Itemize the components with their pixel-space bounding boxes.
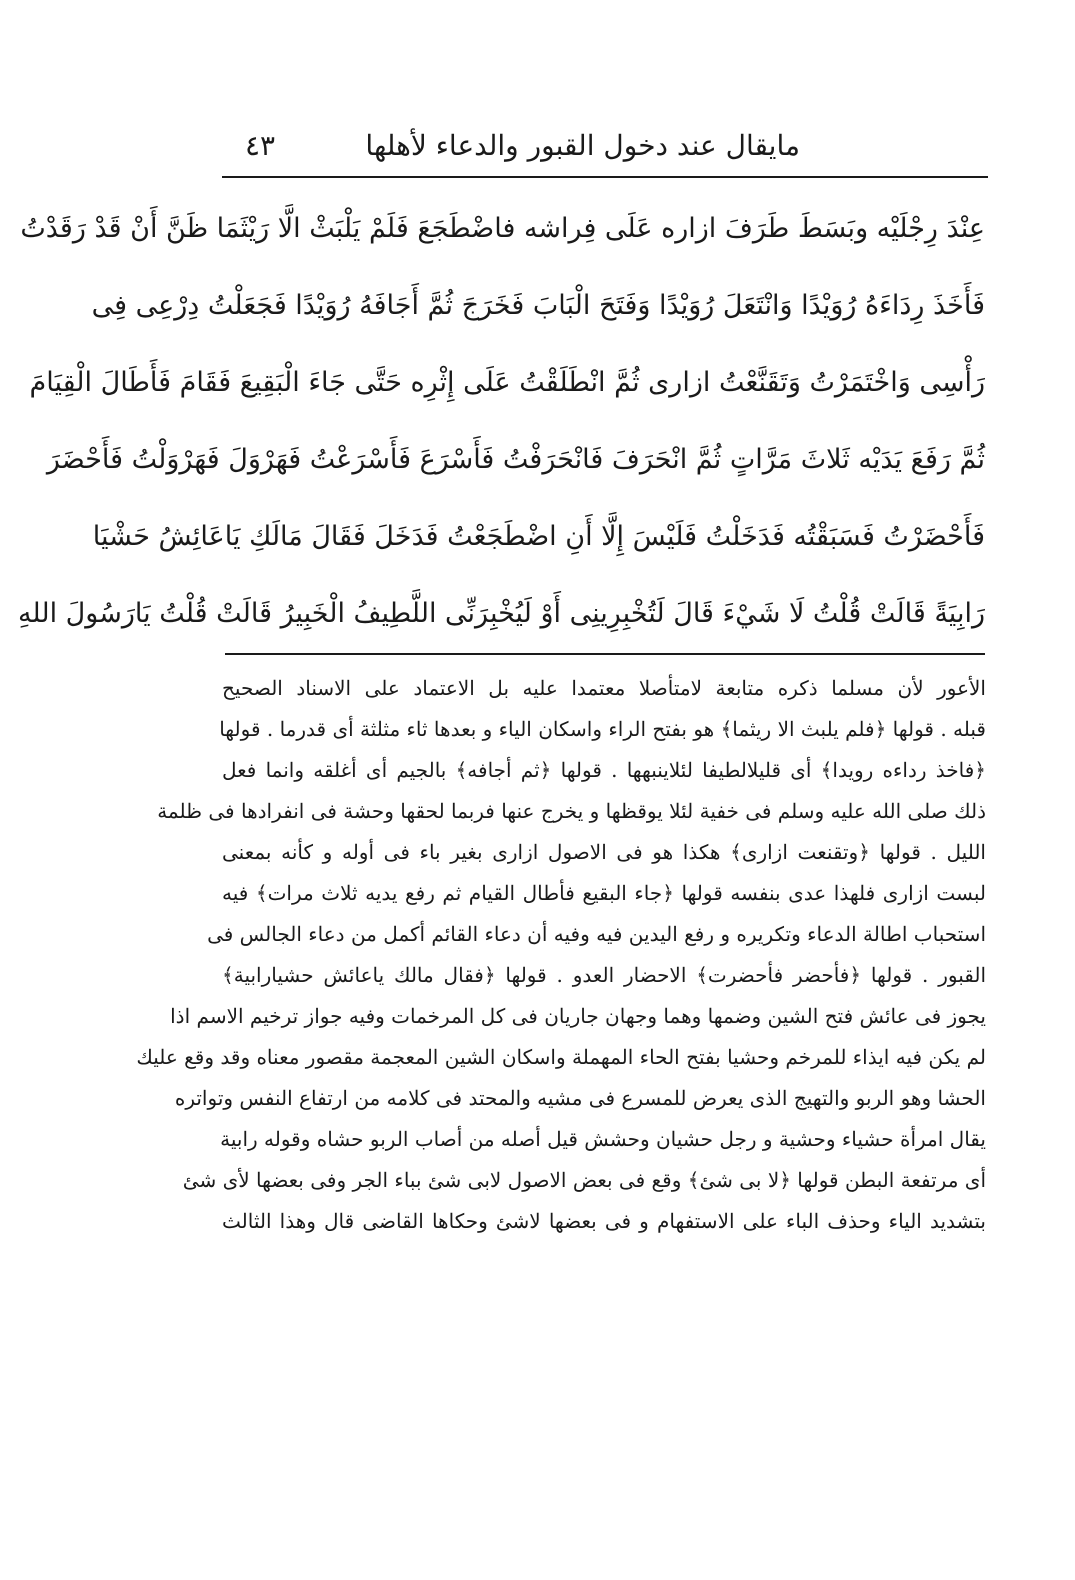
commentary-line: قبله . قولها ﴿فلم يلبث الا ريثما﴾ هو بفتح الراء واسكان الياء و بعدها ثاء مثلثة أى قدرما . قولها — [219, 717, 986, 741]
hadith-line: ثُمَّ رَفَعَ يَدَيْه ثَلاثَ مَرَّاتٍ ثُمَّ انْحَرَفَ فَانْحَرَفْتُ فَأَسْرَعَ فَأَسْرَعْتُ فَهَرْوَلَ فَهَرْوَلْتُ فَأَحْضَرَ — [46, 444, 985, 475]
header-rule — [222, 176, 988, 178]
page-header — [225, 120, 985, 170]
hadith-text — [17, 190, 985, 652]
hadith-line: رَابِيَةً قَالَتْ قُلْتُ لَا شَيْءَ قَالَ لَتُخْبِرِينِى أَوْ لَيُخْبِرَنِّى اللَّطِيفُ الْخَبِيرُ قَالَتْ قُلْتُ يَارَسُولَ اللهِ — [17, 598, 985, 629]
page-number: ٤٣ — [245, 129, 276, 162]
hadith-line: عِنْدَ رِجْلَيْه وبَسَطَ طَرَفَ ازاره عَلَى فِراشه فاضْطَجَعَ فَلَمْ يَلْبَثْ الَّا رَيْثَمَا ظَنَّ أَنْ قَدْ رَقَدْتُ — [20, 213, 985, 244]
commentary-line: بتشديد الياء وحذف الباء على الاستفهام و فى بعضها لاشئ وحكاها القاضى قال وهذا الثالث — [222, 1209, 986, 1233]
commentary-line: الحشا وهو الربو والتهيج الذى يعرض للمسرع فى مشيه والمحتد فى كلامه من ارتفاع النفس وتواتره — [174, 1086, 986, 1110]
hadith-line: فَأَخَذَ رِدَاءَهُ رُوَيْدًا وَانْتَعَلَ رُوَيْدًا وَفَتَحَ الْبَابَ فَخَرَجَ ثُمَّ أَجَافَهُ رُوَيْدًا فَجَعَلْتُ دِرْعِى فِى — [91, 290, 985, 321]
separator-rule — [225, 653, 985, 655]
commentary-text — [136, 668, 986, 1242]
hadith-line: رَأْسِى وَاخْتَمَرْتُ وَتَقَنَّعْتُ ازارى ثُمَّ انْطَلَقْتُ عَلَى إِثْرِه حَتَّى جَاءَ الْبَقِيعَ فَقَامَ فَأَطَالَ الْقِيَامَ — [29, 367, 985, 398]
running-title: مايقال عند دخول القبور والدعاء لأهلها — [365, 129, 800, 162]
commentary-line: الليل . قولها ﴿وتقنعت ازارى﴾ هكذا هو فى الاصول ازارى بغير باء فى أوله و كأنه بمعنى — [222, 840, 986, 864]
commentary-line: استحباب اطالة الدعاء وتكريره و رفع اليدين فيه وفيه أن دعاء القائم أكمل من دعاء الجالس فى — [207, 922, 986, 946]
commentary-line: ذلك صلى الله عليه وسلم فى خفية لئلا يوقظها و يخرج عنها فربما لحقها وحشة فى انفرادها فى ظلمة — [157, 799, 986, 823]
hadith-line: فَأَحْضَرْتُ فَسَبَقْتُه فَدَخَلْتُ فَلَيْسَ إِلَّا أَنِ اضْطَجَعْتُ فَدَخَلَ فَقَالَ مَالَكِ يَاعَائِشُ حَشْيَا — [92, 521, 985, 552]
commentary-line: لبست ازارى فلهذا عدى بنفسه قولها ﴿جاء البقيع فأطال القيام ثم رفع يديه ثلاث مرات﴾ فيه — [222, 881, 986, 905]
commentary-line: الأعور لأن مسلما ذكره متابعة لامتأصلا معتمدا عليه بل الاعتماد على الاسناد الصحيح — [222, 676, 986, 700]
commentary-line: يقال امرأة حشياء وحشية و رجل حشيان وحشش قيل أصله من أصاب الربو حشاه وقوله رابية — [220, 1127, 986, 1151]
commentary-line: يجوز فى عائش فتح الشين وضمها وهما وجهان جاريان فى كل المرخمات وفيه جواز ترخيم الاسم اذا — [170, 1004, 986, 1028]
commentary-line: القبور . قولها ﴿فأحضر فأحضرت﴾ الاحضار العدو . قولها ﴿فقال مالك ياعائش حشيارابية﴾ — [222, 963, 986, 987]
commentary-line: ﴿فاخذ رداءه رويدا﴾ أى قليلالطيفا لئلاينبهها . قولها ﴿ثم أجافه﴾ بالجيم أى أغلقه وانما فعل — [222, 758, 986, 782]
commentary-line: أى مرتفعة البطن قولها ﴿لا بى شئ﴾ وقع فى بعض الاصول لابى شئ بباء الجر وفى بعضها لأى شئ — [182, 1168, 986, 1192]
commentary-line: لم يكن فيه ايذاء للمرخم وحشيا بفتح الحاء المهملة واسكان الشين المعجمة مقصور معناه وقد وقع عليك — [136, 1045, 986, 1069]
